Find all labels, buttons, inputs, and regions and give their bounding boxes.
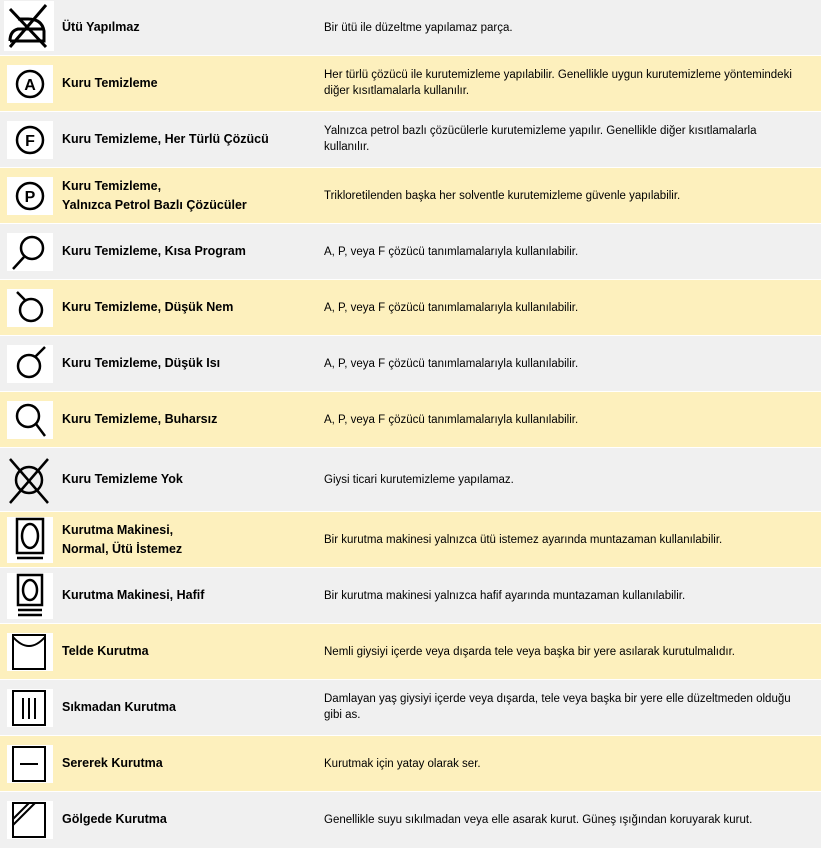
row-name: Kurutma Makinesi, Hafif	[62, 588, 205, 602]
row-name: Kuru Temizleme, Düşük Nem	[62, 300, 234, 314]
table-row	[0, 624, 821, 680]
row-name: Ütü Yapılmaz	[62, 20, 140, 34]
table-row	[0, 568, 821, 624]
row-name: Kuru Temizleme Yok	[62, 472, 183, 486]
dry-clean-low-heat-icon	[7, 345, 53, 383]
dry-clean-short-cycle-icon	[7, 233, 53, 271]
table-row	[0, 112, 821, 168]
dry-clean-p-icon	[7, 177, 53, 215]
dry-clean-no-steam-icon	[7, 401, 53, 439]
dry-clean-a-icon	[7, 65, 53, 103]
row-description: Nemli giysiyi içerde veya dışarda tele veya başka bir yere asılarak kurutulmalıdır.	[324, 646, 735, 658]
row-name-line-2: Normal, Ütü İstemez	[62, 542, 183, 556]
table-row	[0, 512, 821, 568]
drip-dry-icon	[7, 689, 53, 727]
table-row	[0, 280, 821, 336]
row-description: A, P, veya F çözücü tanımlamalarıyla kullanılabilir.	[324, 414, 579, 426]
row-name: Kuru Temizleme, Düşük Isı	[62, 356, 221, 370]
svg-text:F: F	[25, 133, 35, 150]
table-row	[0, 224, 821, 280]
row-description: Bir kurutma makinesi yalnızca hafif ayarında muntazaman kullanılabilir.	[324, 590, 686, 602]
row-name: Kuru Temizleme, Her Türlü Çözücü	[62, 132, 269, 146]
row-description: A, P, veya F çözücü tanımlamalarıyla kullanılabilir.	[324, 302, 579, 314]
row-name: Kuru Temizleme	[62, 76, 158, 90]
table-row	[0, 56, 821, 112]
row-name: Kuru Temizleme, Kısa Program	[62, 244, 246, 258]
table-row	[0, 736, 821, 792]
row-name: Sıkmadan Kurutma	[62, 700, 176, 714]
no-dry-clean-icon	[6, 453, 52, 507]
row-name-line-1: Kurutma Makinesi,	[62, 523, 174, 537]
row-name: Kuru Temizleme, Buharsız	[62, 412, 218, 426]
row-description: Kurutmak için yatay olarak ser.	[324, 758, 481, 770]
row-name: Gölgede Kurutma	[62, 812, 167, 826]
row-description: A, P, veya F çözücü tanımlamalarıyla kullanılabilir.	[324, 246, 579, 258]
dry-in-shade-icon	[7, 801, 53, 839]
row-description: Giysi ticari kurutemizleme yapılamaz.	[324, 474, 514, 486]
row-name-line-1: Kuru Temizleme,	[62, 179, 162, 193]
dry-flat-icon	[7, 745, 53, 783]
row-name: Telde Kurutma	[62, 644, 149, 658]
row-description: Her türlü çözücü ile kurutemizleme yapılabilir. Genellikle uygun kurutemizleme yöntemindeki diğer kısıtlamalarla kullanılır.	[324, 69, 792, 97]
dry-clean-low-moisture-icon	[7, 289, 53, 327]
line-dry-icon	[7, 633, 53, 671]
row-description: Bir kurutma makinesi yalnızca ütü istemez ayarında muntazaman kullanılabilir.	[324, 534, 723, 546]
row-name	[62, 177, 312, 215]
svg-text:A: A	[24, 77, 36, 94]
row-name: Sererek Kurutma	[62, 756, 163, 770]
row-description: Yalnızca petrol bazlı çözücülerle kurutemizleme yapılır. Genellikle diğer kısıtlamalarla kullanılır.	[324, 125, 757, 153]
row-description: Damlayan yaş giysiyi içerde veya dışarda, tele veya başka bir yere elle düzeltmeden olduğu gibi as.	[324, 693, 791, 721]
no-iron-icon	[4, 1, 54, 51]
row-description: Bir ütü ile düzeltme yapılamaz parça.	[324, 22, 513, 34]
row-name-line-2: Yalnızca Petrol Bazlı Çözücüler	[62, 198, 247, 212]
table-row	[0, 0, 821, 56]
dry-clean-f-icon	[7, 121, 53, 159]
tumble-dry-permanent-press-icon	[7, 517, 53, 563]
table-row	[0, 168, 821, 224]
tumble-dry-gentle-icon	[7, 573, 53, 619]
row-description: Genellikle suyu sıkılmadan veya elle asarak kurut. Güneş ışığından koruyarak kurut.	[324, 814, 753, 826]
table-row	[0, 792, 821, 849]
table-row	[0, 336, 821, 392]
table-row	[0, 448, 821, 512]
row-description: A, P, veya F çözücü tanımlamalarıyla kullanılabilir.	[324, 358, 579, 370]
table-row	[0, 680, 821, 736]
table-row	[0, 392, 821, 448]
svg-text:P: P	[24, 189, 36, 206]
row-name	[62, 521, 312, 559]
row-description: Trikloretilenden başka her solventle kurutemizleme güvenle yapılabilir.	[324, 190, 681, 202]
